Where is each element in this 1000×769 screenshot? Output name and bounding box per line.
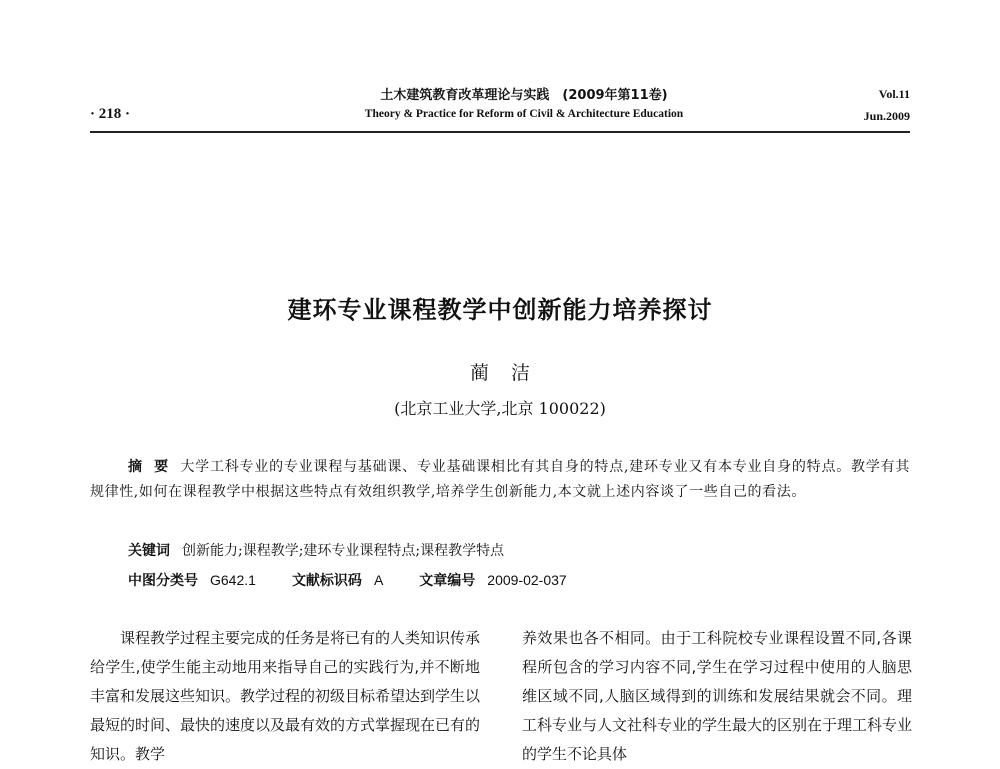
article-number-value: 2009-02-037 <box>487 572 567 588</box>
abstract-label: 摘要 <box>128 459 181 475</box>
doc-code-value: A <box>373 572 384 588</box>
abstract <box>90 455 910 505</box>
journal-title-en: Theory & Practice for Reform of Civil & Architecture Education <box>364 108 684 120</box>
classification-line <box>128 570 603 590</box>
keywords <box>128 540 504 560</box>
journal-title-cn: 土木建筑教育改革理论与实践 (2009年第11卷) <box>380 88 668 103</box>
body-column-right: 养效果也各不相同。由于工科院校专业课程设置不同,各课程所包含的学习内容不同,学生在学习过程中使用的人脑思维区域不同,人脑区域得到的训练和发展结果就会不同。理工科专业与人文社科专业的学生最大的区别在于理工科专业的学生不论具体 <box>522 629 913 763</box>
doc-code-label: 文献标识码 <box>291 573 362 589</box>
article-title: 建环专业课程教学中创新能力培养探讨 <box>287 296 713 324</box>
abstract-text: 大学工科专业的专业课程与基础课、专业基础课相比有其自身的特点,建环专业又有本专业自身的特点。教学有其规律性,如何在课程教学中根据这些特点有效组织教学,培养学生创新能力,本文就上述内容谈了一些自己的看法。 <box>90 459 910 500</box>
author-affiliation: (北京工业大学,北京 100022) <box>394 399 606 418</box>
header-rule <box>90 131 910 133</box>
keywords-text: 创新能力;课程教学;建环专业课程特点;课程教学特点 <box>182 543 505 559</box>
author-name: 蔺洁 <box>469 362 552 384</box>
clc-value: G642.1 <box>210 572 256 588</box>
issue-date: Jun.2009 <box>863 109 910 123</box>
clc-label: 中图分类号 <box>128 573 198 589</box>
volume-label: Vol.11 <box>878 87 910 101</box>
article-number-label: 文章编号 <box>419 573 476 589</box>
keywords-label: 关键词 <box>128 543 170 559</box>
page-number: · 218 · <box>90 106 131 122</box>
body-column-left: 课程教学过程主要完成的任务是将已有的人类知识传承给学生,使学生能主动地用来指导自己的实践行为,并不断地丰富和发展这些知识。教学过程的初级目标希望达到学生以最短的时间、最快的速度以及最有效的方式掌握现在已有的知识。教学 <box>90 629 481 763</box>
